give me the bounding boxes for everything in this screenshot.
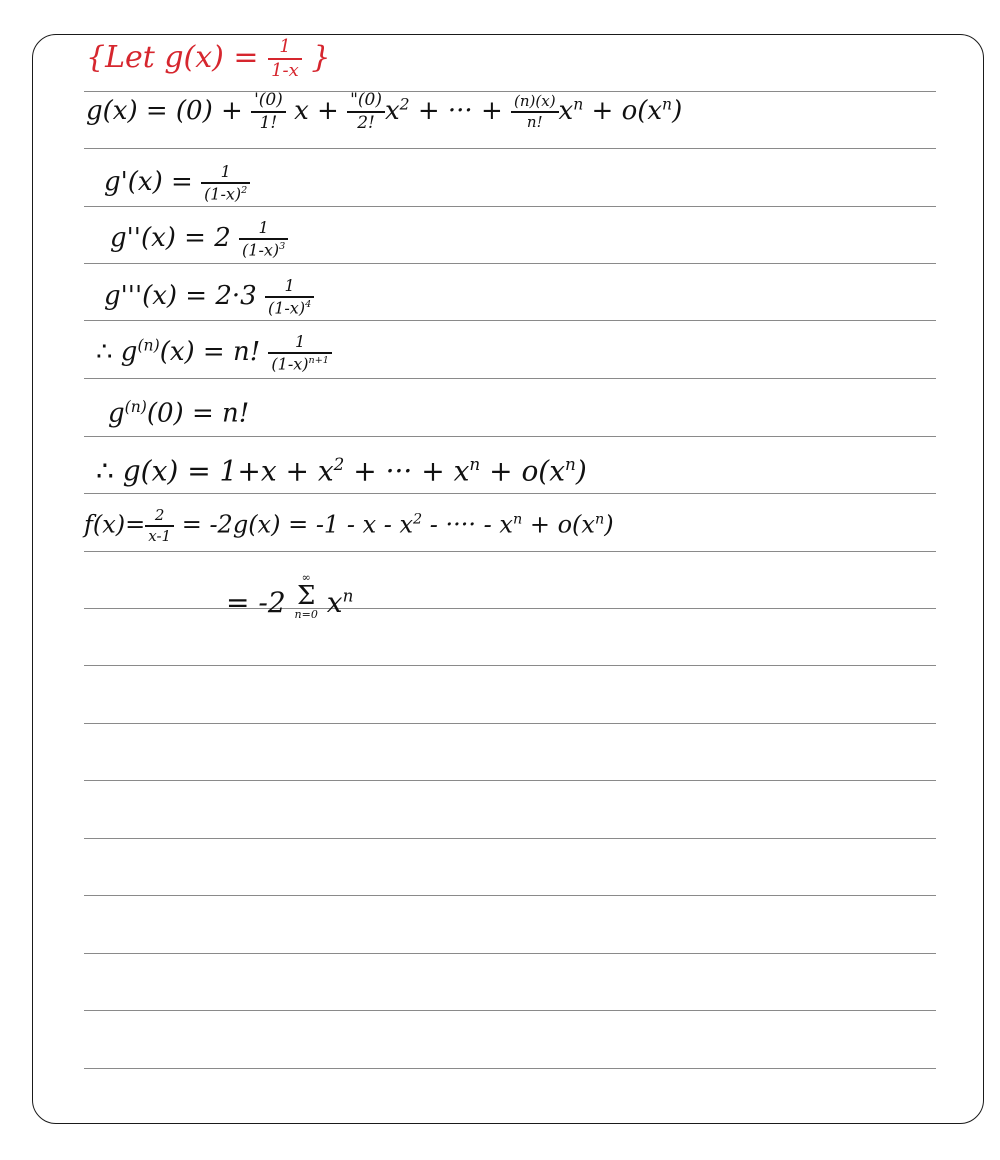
term2-fraction: $\frac{"(0)}{2!}$ — [347, 92, 385, 132]
note-line-third-derivative: g'''(x) = 2·3 $\frac{1}{(1-x)^4}$ — [104, 278, 314, 316]
nth-derivative-fraction: $\frac{1}{(1-x)^{n+1}}$ — [268, 334, 331, 372]
definition-fraction: $\frac{1}{1-x}$ — [268, 38, 302, 80]
ruled-line — [84, 493, 936, 494]
note-line-definition — [86, 38, 330, 80]
ruled-line — [84, 780, 936, 781]
ruled-line — [84, 608, 936, 609]
ruled-line — [84, 895, 936, 896]
note-line-first-derivative: g'(x) = $\frac{1}{(1-x)^2}$ — [104, 164, 250, 202]
ruled-line — [84, 1010, 936, 1011]
summation: ∞ Σ n=0 — [294, 571, 318, 621]
ruled-line — [84, 148, 936, 149]
note-line-nth-derivative: ∴ $g^{(n)}(x) = n$! $\frac{1}{(1-x)^{n+1}}$ — [96, 334, 332, 372]
third-derivative-fraction: $\frac{1}{(1-x)^4}$ — [265, 278, 314, 316]
definition-open: {Let g(x) = — [86, 40, 269, 75]
therefore-symbol: ∴ — [96, 337, 113, 368]
termn-fraction: $\frac{(n)(x)}{n!}$ — [511, 94, 559, 130]
ruled-line — [84, 1068, 936, 1069]
therefore-symbol: ∴ — [96, 454, 114, 488]
note-line-series-sum: = -2 ∞ Σ n=0 $x^n$ — [226, 571, 354, 621]
definition-close: } — [301, 40, 331, 75]
ruled-line — [84, 838, 936, 839]
note-line-f-expansion: f(x)= $\frac{2}{x-1}$ = $-2g(x) = -1 - x - x^2$ - ···· - $x^n + o(x^n)$ — [84, 506, 614, 545]
note-line-second-derivative: g''(x) = 2 $\frac{1}{(1-x)^3}$ — [110, 220, 288, 258]
ruled-line — [84, 206, 936, 207]
ruled-line — [84, 723, 936, 724]
ruled-line — [84, 263, 936, 264]
summation-symbol: Σ — [297, 581, 316, 611]
ruled-line — [84, 953, 936, 954]
first-derivative-fraction: $\frac{1}{(1-x)^2}$ — [201, 164, 250, 202]
ruled-line — [84, 436, 936, 437]
ruled-line — [84, 551, 936, 552]
ruled-line — [84, 320, 936, 321]
term1-fraction: $\frac{'(0)}{1!}$ — [251, 92, 286, 132]
note-line-g-expansion: ∴ $g(x) = 1+x + x^2$ + ··· + $x^n + o(x^n)$ — [96, 454, 587, 488]
note-line-taylor-general: g(x) = (0) + $\frac{'(0)}{1!}$ x + $\frac{"(0)}{2!}$ $x^2$ + ··· + $\frac{(n)(x)}{n!}$ $x^n + o(x^n)$ — [86, 90, 683, 133]
ruled-line — [84, 665, 936, 666]
note-line-nth-derivative-at-zero: $g^{(n)}(0) = n$! — [108, 398, 250, 429]
f-fraction: $\frac{2}{x-1}$ — [145, 508, 174, 544]
ruled-line — [84, 378, 936, 379]
second-derivative-fraction: $\frac{1}{(1-x)^3}$ — [239, 220, 288, 258]
